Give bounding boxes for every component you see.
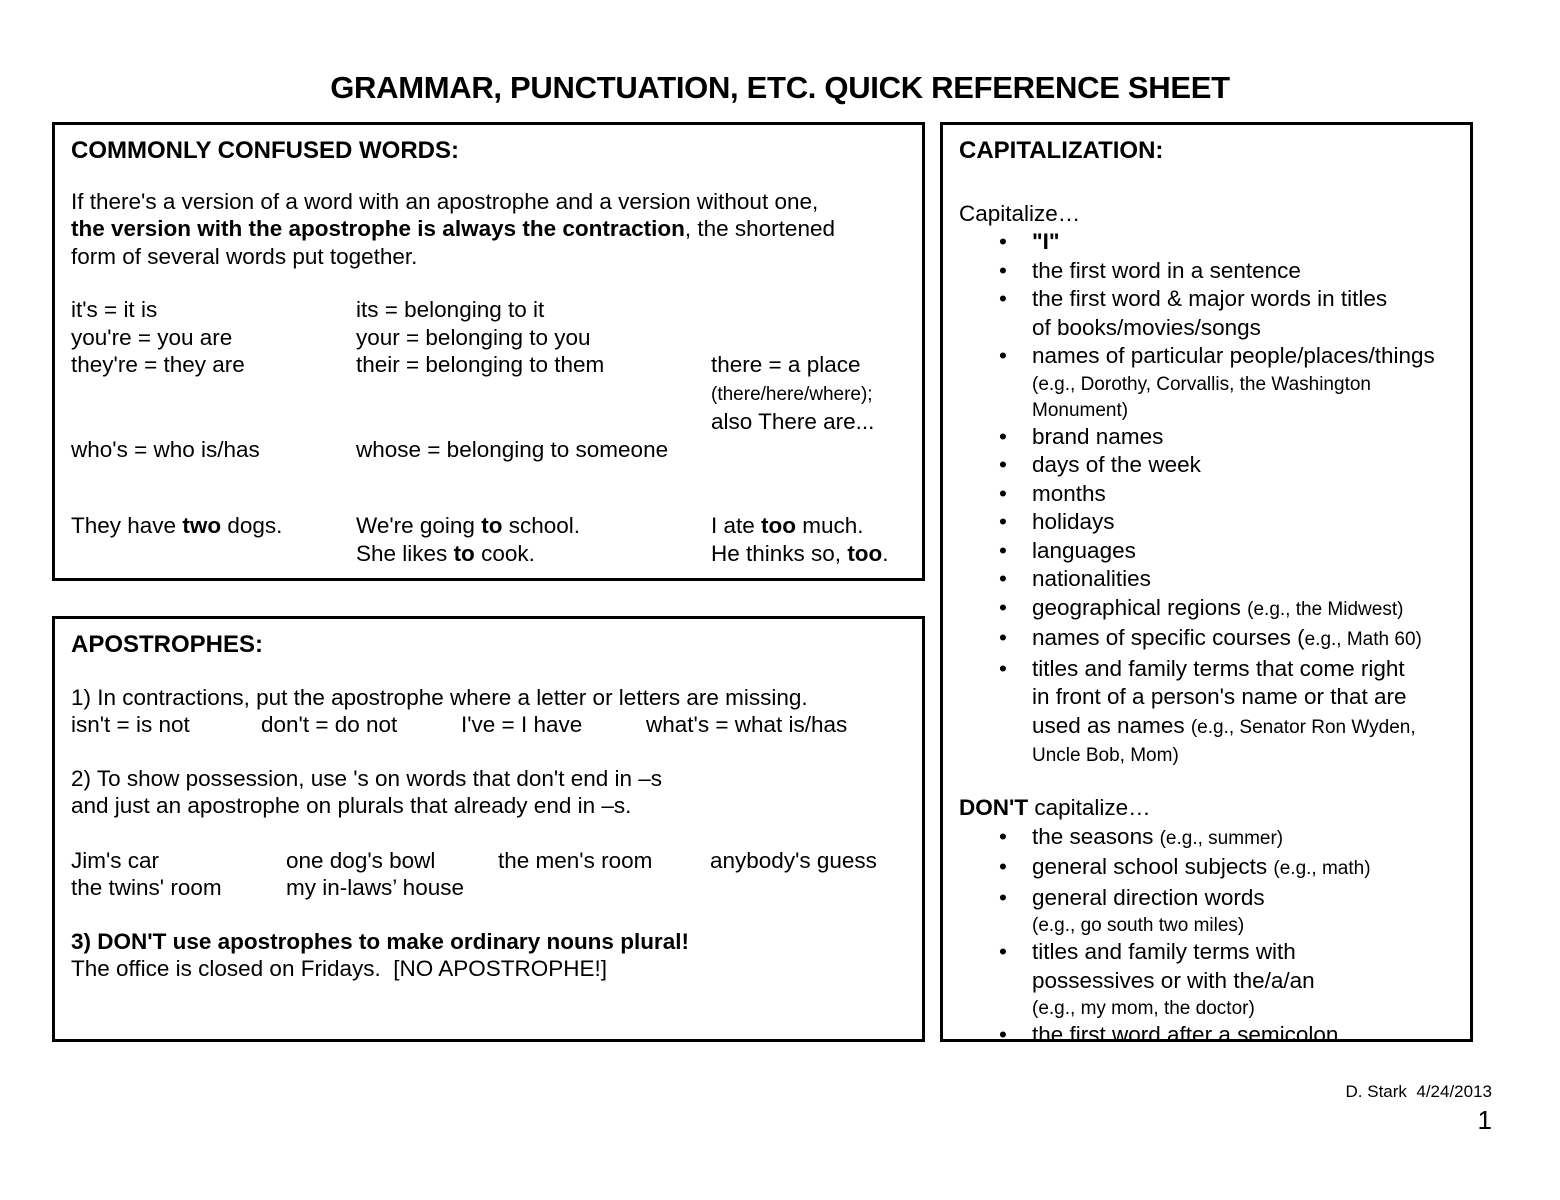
text-segment: He thinks so, xyxy=(711,540,848,566)
text-line xyxy=(71,188,906,216)
table-cell xyxy=(711,296,906,324)
capitalize-list xyxy=(959,228,1454,768)
table-cell xyxy=(71,379,356,409)
text-segment: I ate xyxy=(711,513,762,538)
text-segment: If there's a version of a word with an apostrophe and a version without one, xyxy=(71,188,819,214)
table-cell xyxy=(356,408,711,436)
text-segment: you're = you are xyxy=(71,324,233,350)
text-segment: (e.g., Senator Ron Wyden, xyxy=(1190,716,1416,738)
text-segment: the first word after a semicolon xyxy=(1032,1022,1339,1047)
bullet-icon: • xyxy=(999,1022,1007,1047)
bullet-icon: • xyxy=(999,480,1007,506)
text-segment: 3) DON'T use apostrophes to make ordinary nouns plural! xyxy=(71,928,689,954)
bullet-icon: • xyxy=(999,452,1007,477)
text-segment: , the shortened xyxy=(684,216,835,241)
bullet-item xyxy=(959,537,1454,566)
text-segment: brand names xyxy=(1032,423,1164,449)
table-row xyxy=(71,512,906,540)
table-cell xyxy=(646,711,906,739)
text-segment: cook. xyxy=(474,540,535,566)
text-line xyxy=(1032,537,1454,566)
text-line xyxy=(1032,565,1454,594)
table-row xyxy=(71,351,906,379)
table-cell xyxy=(711,540,906,568)
bullet-content xyxy=(1032,853,1454,884)
table-cell xyxy=(356,512,711,540)
text-segment: its = belonging to it xyxy=(356,297,545,322)
table-cell xyxy=(71,351,356,379)
bullet-content xyxy=(1032,480,1454,509)
bullet-content xyxy=(1032,1021,1454,1050)
table-cell xyxy=(711,408,906,436)
table-row xyxy=(71,436,906,464)
rule-2 xyxy=(71,765,906,820)
section-heading: CAPITALIZATION: xyxy=(959,137,1164,164)
bullet-item xyxy=(959,624,1454,655)
bullet-item xyxy=(959,1021,1454,1050)
bullet-icon: • xyxy=(999,884,1007,910)
text-segment: titles and family terms with xyxy=(1032,939,1296,964)
table-cell xyxy=(71,540,356,568)
text-line xyxy=(1032,853,1454,884)
page-title: GRAMMAR, PUNCTUATION, ETC. QUICK REFERENCE SHEET xyxy=(330,70,1230,105)
bullet-item xyxy=(959,508,1454,537)
text-segment: too xyxy=(761,513,797,538)
text-segment: (e.g., summer) xyxy=(1159,827,1284,849)
text-line xyxy=(1032,480,1454,509)
text-segment: Capitalize… xyxy=(959,200,1081,226)
text-line xyxy=(1032,742,1454,768)
text-line xyxy=(1032,285,1454,314)
bullet-item xyxy=(959,257,1454,286)
bullet-content xyxy=(1032,285,1454,342)
table-cell xyxy=(286,874,906,902)
text-line xyxy=(71,928,906,956)
bullet-icon: • xyxy=(999,823,1007,849)
capitalize-label xyxy=(959,200,1454,229)
text-segment: Jim's car xyxy=(71,847,160,873)
table-cell xyxy=(71,296,356,324)
text-segment: isn't = is not xyxy=(71,712,190,737)
bullet-icon: • xyxy=(999,343,1007,368)
table-cell xyxy=(71,847,286,875)
text-segment: it's = it is xyxy=(71,297,158,322)
bullet-content xyxy=(1032,508,1454,537)
intro-paragraph xyxy=(71,188,906,271)
bullet-icon: • xyxy=(999,423,1007,449)
table-cell xyxy=(356,351,711,379)
bullet-icon: • xyxy=(999,594,1007,620)
table-cell xyxy=(261,711,461,739)
text-line xyxy=(1032,342,1454,371)
text-segment: of books/movies/songs xyxy=(1032,314,1261,340)
table-cell xyxy=(711,351,906,379)
bullet-item xyxy=(959,884,1454,939)
text-segment: She likes xyxy=(356,540,454,566)
bullet-item xyxy=(959,938,1454,1021)
text-segment: days of the week xyxy=(1032,452,1201,477)
bullet-icon: • xyxy=(999,229,1007,254)
table-cell xyxy=(286,847,498,875)
table-cell xyxy=(711,436,906,464)
text-segment: the first word & major words in titles xyxy=(1032,286,1388,311)
text-segment: The office is closed on Fridays. [NO APOSTROPHE!] xyxy=(71,956,608,981)
text-line xyxy=(1032,451,1454,480)
bullet-icon: • xyxy=(999,625,1007,650)
text-segment: nationalities xyxy=(1032,566,1151,591)
text-segment: dogs. xyxy=(221,513,283,538)
text-segment: (e.g., math) xyxy=(1273,858,1371,879)
text-segment: e.g., Math 60) xyxy=(1304,629,1422,650)
text-segment: 1) In contractions, put the apostrophe where a letter or letters are missing. xyxy=(71,684,808,710)
text-segment: they're = they are xyxy=(71,352,245,377)
bullet-icon: • xyxy=(999,566,1007,591)
bullet-content xyxy=(1032,594,1454,625)
text-segment: the men's room xyxy=(498,847,653,873)
text-segment: . xyxy=(882,540,889,566)
text-segment: Monument) xyxy=(1032,399,1129,421)
table-cell xyxy=(356,540,711,568)
table-cell xyxy=(498,847,710,875)
text-segment: one dog's bowl xyxy=(286,847,436,873)
table-cell xyxy=(71,408,356,436)
section-heading: COMMONLY CONFUSED WORDS: xyxy=(71,137,460,164)
text-line xyxy=(1032,967,1454,996)
bullet-content xyxy=(1032,884,1454,939)
text-segment: possessives or with the/a/an xyxy=(1032,967,1315,993)
text-segment: the twins' room xyxy=(71,875,222,900)
table-cell xyxy=(711,379,906,409)
text-line xyxy=(71,955,906,983)
table-row xyxy=(71,540,906,568)
text-segment: to xyxy=(481,513,503,538)
text-segment: anybody's guess xyxy=(710,847,877,873)
confused-words-examples-table xyxy=(71,512,906,567)
bullet-icon: • xyxy=(999,286,1007,311)
text-segment: 2) To show possession, use 's on words that don't end in –s xyxy=(71,765,663,791)
contraction-examples-table xyxy=(71,711,906,739)
bullet-icon: • xyxy=(999,939,1007,964)
text-segment: who's = who is/has xyxy=(71,436,260,462)
text-segment: school. xyxy=(502,513,580,538)
text-segment: titles and family terms that come right xyxy=(1032,655,1405,681)
confused-words-table xyxy=(71,296,906,463)
bullet-icon: • xyxy=(999,537,1007,563)
text-segment: the seasons xyxy=(1032,823,1160,849)
text-segment: the version with the apostrophe is always the contraction xyxy=(71,216,685,241)
text-segment: They have xyxy=(71,513,183,538)
bullet-content xyxy=(1032,565,1454,594)
text-segment: much. xyxy=(796,513,864,538)
table-cell xyxy=(71,324,356,352)
table-row xyxy=(71,874,906,902)
table-cell xyxy=(711,324,906,352)
possession-examples-table xyxy=(71,847,906,902)
bullet-content xyxy=(1032,537,1454,566)
text-segment: months xyxy=(1032,480,1106,506)
text-segment: what's = what is/has xyxy=(646,712,848,737)
text-line xyxy=(71,684,906,712)
bullet-icon: • xyxy=(999,655,1007,681)
text-segment: general direction words xyxy=(1032,884,1265,910)
table-cell xyxy=(71,436,356,464)
text-line xyxy=(71,243,906,271)
table-cell xyxy=(356,296,711,324)
text-segment: We're going xyxy=(356,513,482,538)
dont-capitalize-list xyxy=(959,823,1454,1050)
text-segment: (e.g., the Midwest) xyxy=(1247,598,1404,620)
text-segment: general school subjects xyxy=(1032,854,1274,879)
footer-page-number: 1 xyxy=(1477,1105,1492,1135)
table-cell xyxy=(356,324,711,352)
text-segment: languages xyxy=(1032,537,1136,563)
text-segment: names of specific courses ( xyxy=(1032,625,1305,650)
bullet-icon: • xyxy=(999,257,1007,283)
bullet-content xyxy=(1032,423,1454,452)
table-cell xyxy=(71,711,261,739)
text-line xyxy=(1032,712,1454,743)
text-line xyxy=(1032,508,1454,537)
bullet-item xyxy=(959,342,1454,423)
bullet-item xyxy=(959,423,1454,452)
text-segment: (e.g., go south two miles) xyxy=(1032,915,1245,936)
table-cell xyxy=(356,436,711,464)
text-segment: don't = do not xyxy=(261,712,398,737)
text-segment: capitalize… xyxy=(1028,795,1151,820)
table-cell xyxy=(71,512,356,540)
text-segment: your = belonging to you xyxy=(356,324,591,350)
capitalization-section xyxy=(940,122,1473,1047)
bullet-item xyxy=(959,451,1454,480)
bullet-item xyxy=(959,823,1454,854)
bullet-item xyxy=(959,594,1454,625)
text-line xyxy=(1032,912,1454,938)
bullet-item xyxy=(959,565,1454,594)
text-segment: "I" xyxy=(1032,229,1060,254)
text-line xyxy=(1032,995,1454,1021)
text-line xyxy=(1032,884,1454,913)
text-line xyxy=(71,792,906,820)
commonly-confused-words-section xyxy=(52,122,925,581)
text-line xyxy=(1032,655,1454,684)
bullet-item xyxy=(959,228,1454,257)
text-segment: holidays xyxy=(1032,509,1115,534)
table-row xyxy=(71,379,906,409)
dont-capitalize-label xyxy=(959,794,1454,823)
table-cell xyxy=(356,379,711,409)
bullet-content xyxy=(1032,938,1454,1021)
table-cell xyxy=(711,512,906,540)
table-row xyxy=(71,408,906,436)
text-segment: to xyxy=(453,540,475,566)
text-segment: two xyxy=(182,513,222,538)
table-cell xyxy=(71,874,286,902)
bullet-content xyxy=(1032,342,1454,423)
footer-credit: D. Stark 4/24/2013 xyxy=(1345,1082,1492,1101)
bullet-content xyxy=(1032,655,1454,769)
text-line xyxy=(1032,1021,1454,1050)
apostrophes-section xyxy=(52,616,925,1042)
bullet-item xyxy=(959,480,1454,509)
text-segment: (e.g., my mom, the doctor) xyxy=(1032,998,1255,1019)
text-segment: (e.g., Dorothy, Corvallis, the Washington xyxy=(1032,373,1371,395)
text-line xyxy=(1032,624,1454,655)
text-segment: Uncle Bob, Mom) xyxy=(1032,745,1179,766)
bullet-content xyxy=(1032,451,1454,480)
text-line xyxy=(1032,228,1454,257)
bullet-content xyxy=(1032,624,1454,655)
text-line xyxy=(1032,823,1454,854)
table-row xyxy=(71,296,906,324)
text-line xyxy=(1032,397,1454,423)
text-line xyxy=(1032,938,1454,967)
text-segment: in front of a person's name or that are xyxy=(1032,684,1407,709)
bullet-item xyxy=(959,285,1454,342)
text-line xyxy=(1032,314,1454,343)
table-cell xyxy=(710,847,906,875)
text-segment: whose = belonging to someone xyxy=(356,436,669,462)
text-line xyxy=(1032,371,1454,397)
bullet-icon: • xyxy=(999,509,1007,534)
text-segment: too xyxy=(847,540,883,566)
text-segment: their = belonging to them xyxy=(356,352,605,377)
text-segment: the first word in a sentence xyxy=(1032,257,1301,283)
bullet-content xyxy=(1032,228,1454,257)
section-heading: APOSTROPHES: xyxy=(71,631,264,658)
rule-1 xyxy=(71,684,906,739)
rule-3 xyxy=(71,928,906,983)
bullet-item xyxy=(959,853,1454,884)
text-segment: I've = I have xyxy=(461,712,583,737)
text-segment: (there/here/where); xyxy=(711,383,873,405)
text-line xyxy=(1032,257,1454,286)
table-row xyxy=(71,711,906,739)
text-line xyxy=(1032,594,1454,625)
text-segment: form of several words put together. xyxy=(71,243,418,269)
text-segment: DON'T xyxy=(959,795,1029,820)
text-line xyxy=(1032,683,1454,712)
text-segment: there = a place xyxy=(711,352,861,377)
bullet-item xyxy=(959,655,1454,769)
table-row xyxy=(71,847,906,875)
text-line xyxy=(1032,423,1454,452)
text-segment: my in-laws’ house xyxy=(286,875,464,900)
text-line xyxy=(71,765,906,793)
text-segment: and just an apostrophe on plurals that already end in –s. xyxy=(71,793,632,818)
bullet-icon: • xyxy=(999,854,1007,879)
text-line xyxy=(71,215,906,243)
text-segment: names of particular people/places/things xyxy=(1032,343,1435,368)
bullet-content xyxy=(1032,257,1454,286)
table-row xyxy=(71,324,906,352)
bullet-content xyxy=(1032,823,1454,854)
table-cell xyxy=(461,711,646,739)
text-segment: also There are... xyxy=(711,409,875,434)
text-segment: used as names xyxy=(1032,712,1191,738)
text-segment: geographical regions xyxy=(1032,594,1248,620)
